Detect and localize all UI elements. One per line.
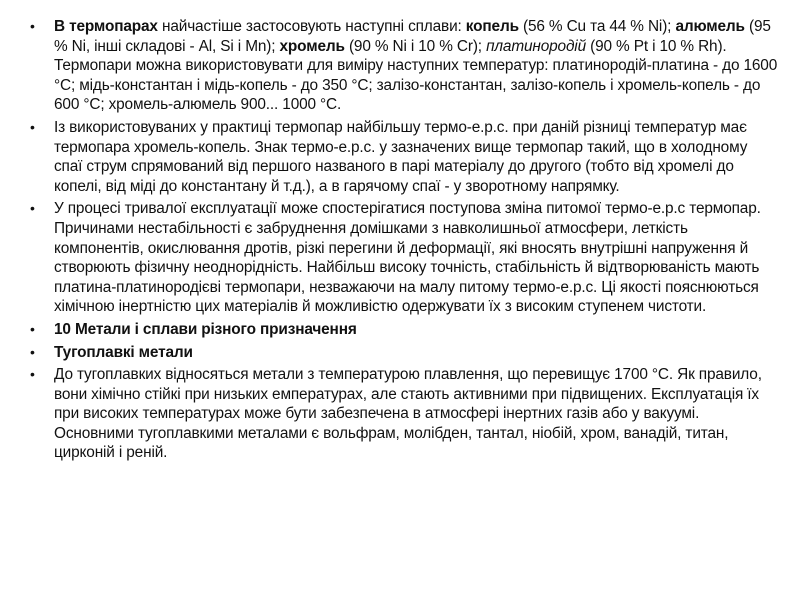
subheading-refractory-metals — [30, 343, 778, 363]
bullet-list — [30, 17, 778, 463]
paragraph-stability — [30, 199, 778, 317]
bold-term: хромель — [279, 37, 345, 55]
bullet-icon: • — [30, 118, 35, 135]
paragraph-refractory — [30, 365, 778, 463]
text-run: (56 % Cu та 44 % Ni); — [518, 18, 676, 35]
section-heading-metals — [30, 320, 778, 340]
bullet-icon: • — [30, 320, 35, 337]
bullet-icon: • — [30, 200, 35, 217]
bold-term: алюмель — [675, 18, 745, 35]
bold-term: копель — [465, 18, 519, 35]
bold-term: В термопарах — [54, 18, 158, 35]
paragraph-text: До тугоплавких відносяться метали з температурою плавлення, що перевищує 1700 °С. Як правило, вони хімічно стійкі при низьких емпературах, але стають активними при підвищених. Експлуатація їх при високих температурах може бути забезпечена в атмосфері інертних газів або у вакуумі. Основними тугоплавкими металами є вольфрам, молібден, тантал, ніобій, хром, ванадій, титан, цирконій і реній. — [54, 366, 762, 462]
bullet-icon: • — [30, 18, 35, 34]
text-run: (90 % Pt і 10 % Rh). Термопари можна використовувати для виміру наступних температур: платинородій-платина - до 1600 °С; мідь-константан і мідь-копель - до 350 °С; залізо-константан, залізо-копель і хромель-копель - до 600 °С; хромель-алюмель 900... 1000 °С. — [54, 37, 778, 114]
paragraph-thermocouple-alloys — [30, 17, 778, 115]
italic-term: платинородій — [486, 37, 586, 55]
heading-text: 10 Метали і сплави різного призначення — [54, 320, 357, 338]
paragraph-thermo-emf — [30, 118, 778, 196]
text-run: (90 % Ni і 10 % Cr); — [344, 37, 487, 55]
text-run: найчастіше застосовують наступні сплави: — [157, 18, 466, 35]
text-run: (95 % Ni, інші складові - Al, Si і Mn); — [54, 18, 771, 55]
paragraph-text: У процесі тривалої експлуатації може спостерігатися поступова зміна питомої термо-е.р.с термопар. Причинами нестабільності є забруднення домішками з навколишньої атмосфери, леткість компонентів, окислювання дротів, різкі перегини й деформації, які вносять внутрішні напруження й створюють фізичну неоднорідність. Найбільш високу точність, стабільність й відтворюваність мають платина-платинородієві термопари, незважаючи на малу питому термо-е.р.с. Ці якості пояснюються хімічною інертністю цих матеріалів й можливістю одержувати їх з високим ступенем чистоти. — [54, 200, 761, 316]
bullet-icon: • — [30, 343, 35, 360]
paragraph-text: Із використовуваних у практиці термопар найбільшу термо-е.р.с. при даній різниці температур має термопара хромель-копель. Знак термо-е.р.с. у зазначених вище термопар такий, що в холодному спаї струм спрямований від першого названого в парі матеріалу до другого (тобто від хромелі до копелі, від міді до константану й т.д.), а в гарячому спаї - у зворотному напрямку. — [54, 118, 748, 195]
bullet-icon: • — [30, 366, 35, 383]
heading-text: Тугоплавкі метали — [54, 343, 193, 361]
